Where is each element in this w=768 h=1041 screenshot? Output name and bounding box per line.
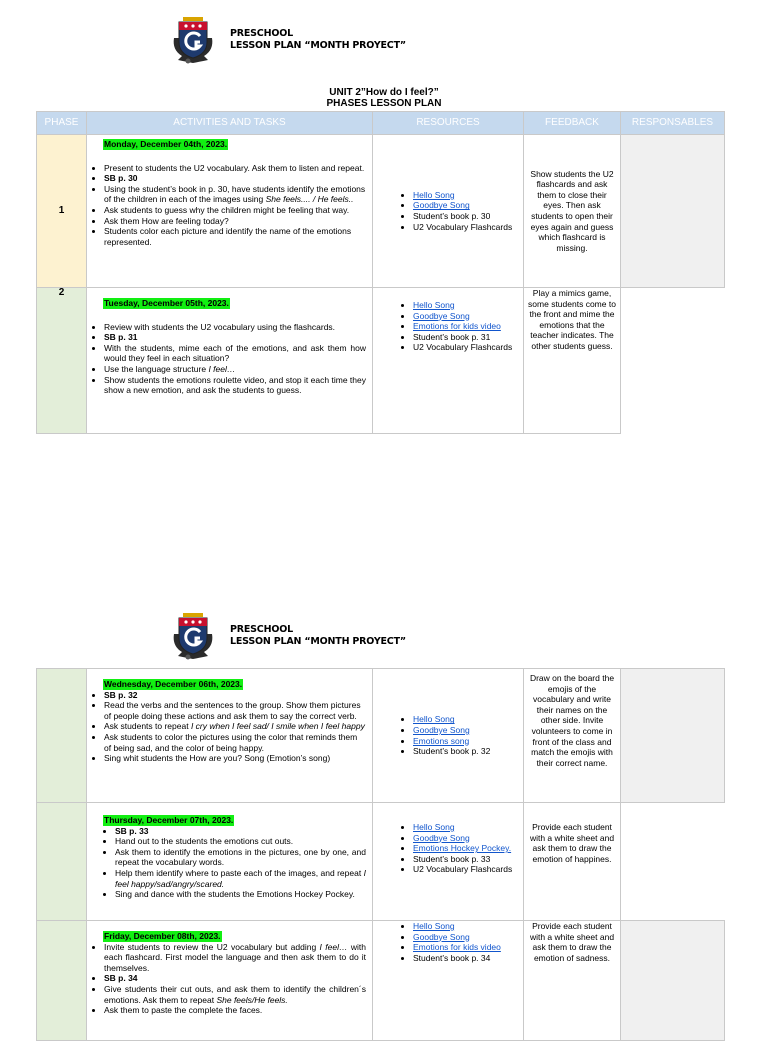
- col-responsables: RESPONSABLES: [621, 112, 725, 135]
- resources-list: [375, 190, 521, 232]
- emotions-video-link[interactable]: Emotions for kids video: [413, 942, 501, 953]
- item-text: Use the language structure: [104, 363, 209, 374]
- list-item: • With the students, mime each of the emotions, and ask them how would they feel in each situation?: [104, 343, 366, 364]
- phase-cell: 1: [37, 135, 87, 288]
- resources-cell: [373, 669, 524, 803]
- col-resources: RESOURCES: [373, 112, 524, 135]
- header-line-1: PRESCHOOL: [230, 28, 293, 39]
- list-item: • Ask them to paste the complete the faces.: [104, 1005, 366, 1016]
- resources-cell: [373, 135, 524, 288]
- resources-cell: [373, 921, 524, 1041]
- page-title: [0, 87, 768, 109]
- table-header-row: [37, 112, 725, 135]
- date-highlight: Wednesday, December 06th, 2023.: [104, 679, 243, 689]
- list-item: • Student’s book p. 31: [413, 332, 521, 343]
- activities-cell: [87, 135, 373, 288]
- list-item: [104, 721, 366, 732]
- list-item: • Students color each picture and identify the name of the emotions represented.: [104, 226, 366, 247]
- hello-song-link[interactable]: Hello Song: [413, 189, 455, 200]
- list-item: • Hand out to the students the emotions cut outs.: [115, 836, 366, 847]
- list-item: • U2 Vocabulary Flashcards: [413, 342, 521, 353]
- resources-cell: [373, 288, 524, 434]
- list-item: • Present to students the U2 vocabulary. Ask them to listen and repeat.: [104, 163, 366, 174]
- goodbye-song-link[interactable]: Goodbye Song: [413, 724, 470, 735]
- list-item: • Student’s book p. 32: [413, 746, 521, 757]
- list-item: • Sing and dance with the students the Emotions Hockey Pockey.: [115, 889, 366, 900]
- list-item: • SB p. 34: [104, 973, 366, 984]
- activities-list: [87, 322, 366, 396]
- empty-cell: [621, 803, 725, 921]
- feedback-cell: Show students the U2 flashcards and ask them to close their eyes. Then ask students to open their eyes again and guess which flashcard is missing.: [524, 135, 621, 288]
- feedback-cell: Provide each student with a white sheet and ask them to draw the emotion of sadness.: [524, 921, 621, 1041]
- unit-title: UNIT 2”How do I feel?”: [329, 87, 439, 98]
- list-item: • Ask them How are feeling today?: [104, 216, 366, 227]
- lesson-table-2: [36, 668, 725, 1041]
- responsables-cell: [621, 921, 725, 1041]
- item-italic: I feel happy/sad/angry/scared.: [115, 867, 366, 889]
- feedback-cell: Provide each student with a white sheet and ask them to draw the emotion of happines.: [524, 803, 621, 921]
- item-italic: I feel…: [319, 941, 348, 952]
- date-highlight: Friday, December 08th, 2023.: [104, 931, 221, 941]
- item-text: with each flashcard. First model the language and then ask them to do it themselves.: [104, 941, 366, 973]
- goodbye-song-link[interactable]: Goodbye Song: [413, 200, 470, 211]
- activities-list: [87, 826, 366, 900]
- plan-title: PHASES LESSON PLAN: [326, 98, 442, 109]
- lesson-table-1: [36, 111, 725, 434]
- list-item: • U2 Vocabulary Flashcards: [413, 864, 521, 875]
- list-item: • Student’s book p. 33: [413, 854, 521, 865]
- table-row: [37, 921, 725, 1041]
- school-crest-icon: [170, 16, 216, 64]
- feedback-cell: Play a mimics game, some students come to the front and mime the emotions that the teacher indicates. The other students guess.: [524, 288, 621, 434]
- item-text: Help them identify where to paste each of the images, and repeat: [115, 867, 364, 878]
- date-highlight: Monday, December 04th, 2023.: [104, 139, 228, 149]
- col-activities: ACTIVITIES AND TASKS: [87, 112, 373, 135]
- hockey-pockey-link[interactable]: Emotions Hockey Pockey.: [413, 843, 512, 854]
- phase-cell: [37, 669, 87, 803]
- hello-song-link[interactable]: Hello Song: [413, 921, 455, 931]
- goodbye-song-link[interactable]: Goodbye Song: [413, 832, 470, 843]
- item-text: Give students their cut outs, and ask them to identify the children´s emotions. Ask them to repeat: [104, 983, 366, 1005]
- header-line-2: LESSON PLAN “MONTH PROYECT”: [230, 40, 406, 51]
- list-item: • Ask them to identify the emotions in the pictures, one by one, and repeat the vocabulary words.: [115, 847, 366, 868]
- item-text: Using the student’s book in p. 30, have students identify the emotions of the children in each of the images using: [104, 183, 366, 205]
- activities-cell: [87, 921, 373, 1041]
- header-line-2: LESSON PLAN “MONTH PROYECT”: [230, 636, 406, 647]
- empty-cell: [621, 288, 725, 434]
- goodbye-song-link[interactable]: Goodbye Song: [413, 310, 470, 321]
- responsables-cell: [621, 135, 725, 288]
- item-italic: I cry when I feel sad/ I smile when I feel happy: [190, 721, 365, 732]
- header-line-1: PRESCHOOL: [230, 624, 293, 635]
- resources-list: [375, 714, 521, 756]
- list-item: • Review with students the U2 vocabulary using the flashcards.: [104, 322, 366, 333]
- emotions-video-link[interactable]: Emotions for kids video: [413, 321, 501, 332]
- item-italic: I feel…: [208, 363, 236, 374]
- hello-song-link[interactable]: Hello Song: [413, 300, 455, 310]
- list-item: [115, 868, 366, 889]
- table-row: [37, 803, 725, 921]
- list-item: [104, 984, 366, 1005]
- list-item: • Student’s book p. 30: [413, 211, 521, 222]
- page-header-1: [170, 16, 406, 64]
- phase-cell: 2: [37, 288, 87, 434]
- list-item: [104, 364, 366, 375]
- list-item: • Sing whit students the How are you? Song (Emotion’s song): [104, 753, 366, 764]
- table-row: [37, 288, 725, 434]
- activities-cell: [87, 669, 373, 803]
- feedback-cell: Draw on the board the emojis of the vocabulary and write their names on the other side. Invite volunteers to come in front of the class and match the emojis with their correct name.: [524, 669, 621, 803]
- hello-song-link[interactable]: Hello Song: [413, 714, 455, 725]
- item-text: Invite students to review the U2 vocabulary but adding: [104, 941, 320, 952]
- goodbye-song-link[interactable]: Goodbye Song: [413, 931, 470, 942]
- date-highlight: Tuesday, December 05th, 2023.: [104, 298, 229, 308]
- list-item: • Ask students to color the pictures using the color that reminds them of being sad, and the color of being happy.: [104, 732, 366, 753]
- phase-cell: [37, 921, 87, 1041]
- page-header-2: [170, 612, 406, 660]
- list-item: • Ask students to guess why the children might be feeling that way.: [104, 205, 366, 216]
- item-text: Ask students to repeat: [104, 721, 191, 732]
- list-item: • SB p. 33: [115, 826, 366, 837]
- resources-list: [375, 822, 521, 875]
- list-item: • SB p. 31: [104, 332, 366, 343]
- activities-cell: [87, 288, 373, 434]
- col-phase: PHASE: [37, 112, 87, 135]
- hello-song-link[interactable]: Hello Song: [413, 822, 455, 832]
- header-text: [230, 28, 406, 52]
- list-item: [104, 942, 366, 974]
- table-row: [37, 669, 725, 803]
- list-item: [104, 184, 366, 205]
- list-item: • SB p. 32: [104, 690, 366, 701]
- activities-list: [87, 690, 366, 764]
- resources-list: [375, 921, 521, 963]
- emotions-song-link[interactable]: Emotions song: [413, 735, 470, 746]
- activities-list: [87, 163, 366, 248]
- list-item: • Read the verbs and the sentences to the group. Show them pictures of people doing these actions and ask them to say the correct verb.: [104, 700, 366, 721]
- item-italic: She feels.... / He feels..: [265, 194, 354, 205]
- phase-cell: [37, 803, 87, 921]
- resources-list: [375, 300, 521, 353]
- activities-cell: [87, 803, 373, 921]
- item-italic: She feels/He feels.: [216, 994, 288, 1005]
- list-item: • Student’s book p. 34: [413, 953, 521, 964]
- header-text: [230, 624, 406, 648]
- list-item: • SB p. 30: [104, 173, 366, 184]
- list-item: • Show students the emotions roulette video, and stop it each time they show a new emotion, and ask the students to guess.: [104, 375, 366, 396]
- resources-cell: [373, 803, 524, 921]
- activities-list: [87, 942, 366, 1016]
- list-item: • U2 Vocabulary Flashcards: [413, 222, 521, 233]
- table-row: [37, 135, 725, 288]
- date-highlight: Thursday, December 07th, 2023.: [104, 815, 234, 825]
- school-crest-icon: [170, 612, 216, 660]
- col-feedback: FEEDBACK: [524, 112, 621, 135]
- responsables-cell: [621, 669, 725, 803]
